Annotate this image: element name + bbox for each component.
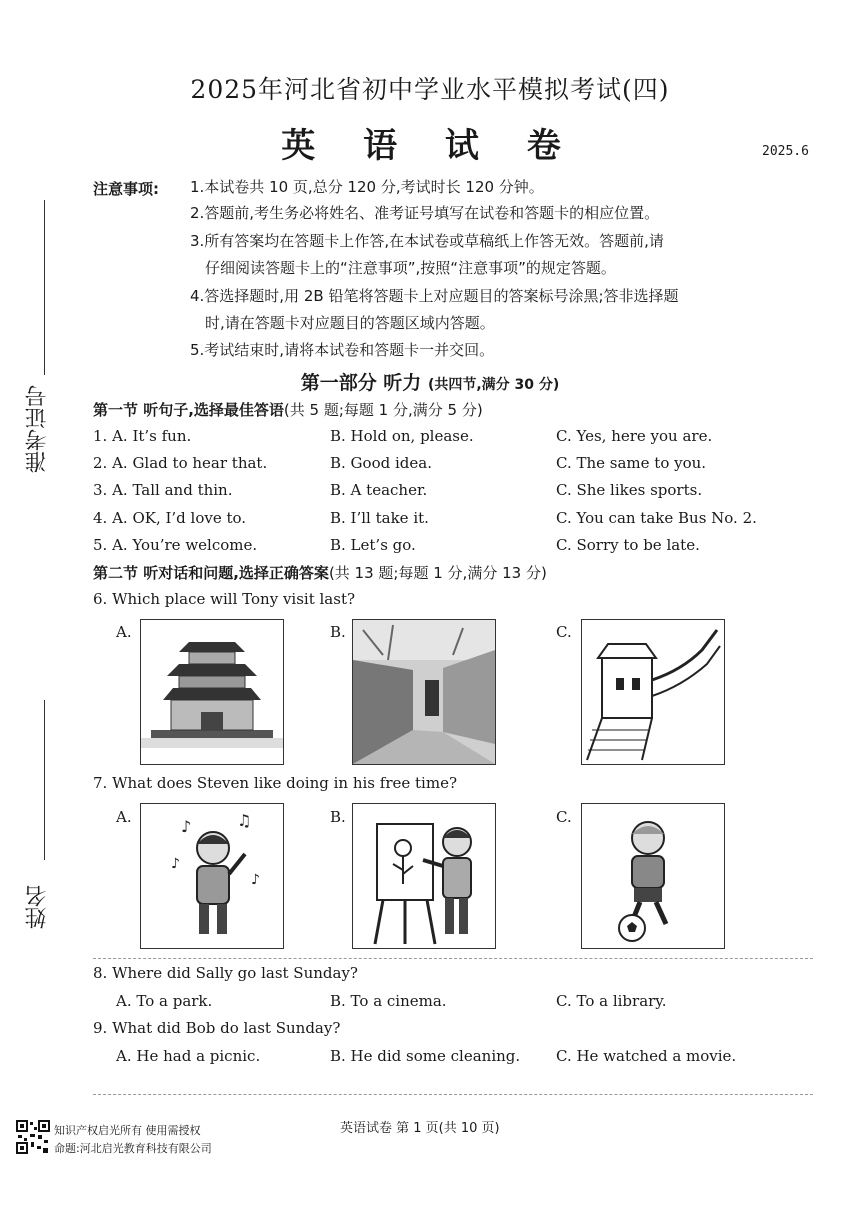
q5-option-b: B. Let’s go. bbox=[330, 536, 416, 554]
svg-text:♪: ♪ bbox=[251, 872, 260, 888]
footer-separator bbox=[93, 1094, 813, 1095]
subject-title: 英 语 试 卷 bbox=[281, 126, 579, 166]
q2-option-b: B. Good idea. bbox=[330, 454, 432, 472]
id-number-line bbox=[44, 200, 45, 375]
svg-text:♪: ♪ bbox=[171, 856, 180, 872]
qr-code-icon bbox=[16, 1120, 50, 1154]
notice-item-3: 3.所有答案均在答题卡上作答,在本试卷或草稿纸上作答无效。答题前,请 bbox=[190, 232, 664, 250]
part1-title: 第一部分 听力 bbox=[300, 372, 422, 394]
q4-option-b: B. I’ll take it. bbox=[330, 509, 429, 527]
q7-label-b: B. bbox=[330, 808, 346, 826]
q2-option-c: C. The same to you. bbox=[556, 454, 707, 472]
q7-label-a: A. bbox=[116, 808, 132, 826]
q4-option-a: 4. A. OK, I’d love to. bbox=[93, 509, 247, 527]
q2-option-a: 2. A. Glad to hear that. bbox=[93, 454, 268, 472]
exam-date: 2025.6 bbox=[762, 144, 809, 159]
separator-dotted bbox=[93, 958, 813, 959]
section1-note: (共 5 题;每题 1 分,满分 5 分) bbox=[283, 401, 483, 419]
q8-option-b: B. To a cinema. bbox=[330, 992, 447, 1010]
q7-stem: 7. What does Steven like doing in his free time? bbox=[93, 774, 457, 792]
footer-author: 命题:河北启光教育科技有限公司 bbox=[54, 1142, 212, 1155]
hutong-illustration bbox=[353, 620, 495, 764]
q6-image-great-wall bbox=[581, 619, 725, 765]
q5-option-c: C. Sorry to be late. bbox=[556, 536, 700, 554]
id-number-label: 准考证号 bbox=[25, 385, 50, 473]
q7-image-football bbox=[581, 803, 725, 949]
svg-text:♪: ♪ bbox=[181, 817, 192, 836]
q7-image-singing bbox=[140, 803, 284, 949]
q6-label-b: B. bbox=[330, 623, 346, 641]
q1-option-c: C. Yes, here you are. bbox=[556, 427, 713, 445]
footer-page-number: 英语试卷 第 1 页(共 10 页) bbox=[340, 1121, 500, 1136]
name-line bbox=[44, 700, 45, 860]
q1-option-a: 1. A. It’s fun. bbox=[93, 427, 192, 445]
great-wall-illustration bbox=[582, 620, 724, 764]
notice-item-3-cont: 仔细阅读答题卡上的“注意事项”,按照“注意事项”的规定答题。 bbox=[205, 259, 616, 277]
footer-copyright: 知识产权启光所有 使用需授权 bbox=[54, 1124, 201, 1137]
qr-code bbox=[16, 1120, 50, 1154]
q6-image-hutong bbox=[352, 619, 496, 765]
q6-image-palace bbox=[140, 619, 284, 765]
notice-item-4-cont: 时,请在答题卡对应题目的答题区域内答题。 bbox=[205, 314, 495, 332]
section1-title: 第一节 听句子,选择最佳答语 bbox=[93, 401, 284, 419]
exam-title: 2025年河北省初中学业水平模拟考试(四) bbox=[190, 75, 670, 104]
q8-stem: 8. Where did Sally go last Sunday? bbox=[93, 964, 358, 982]
q1-option-b: B. Hold on, please. bbox=[330, 427, 474, 445]
q9-option-a: A. He had a picnic. bbox=[116, 1047, 261, 1065]
drawing-boy-illustration bbox=[353, 804, 495, 948]
q6-label-c: C. bbox=[556, 623, 572, 641]
q8-option-a: A. To a park. bbox=[116, 992, 213, 1010]
q3-option-c: C. She likes sports. bbox=[556, 481, 703, 499]
section2-title: 第二节 听对话和问题,选择正确答案 bbox=[93, 564, 329, 582]
q4-option-c: C. You can take Bus No. 2. bbox=[556, 509, 757, 527]
notice-item-5: 5.考试结束时,请将本试卷和答题卡一并交回。 bbox=[190, 341, 495, 359]
q9-option-c: C. He watched a movie. bbox=[556, 1047, 737, 1065]
q3-option-a: 3. A. Tall and thin. bbox=[93, 481, 233, 499]
notice-item-2: 2.答题前,考生务必将姓名、准考证号填写在试卷和答题卡的相应位置。 bbox=[190, 204, 660, 222]
section2-heading bbox=[93, 562, 547, 583]
notice-item-4: 4.答选择题时,用 2B 铅笔将答题卡上对应题目的答案标号涂黑;答非选择题 bbox=[190, 287, 679, 305]
notice-item-1: 1.本试卷共 10 页,总分 120 分,考试时长 120 分钟。 bbox=[190, 178, 544, 196]
section2-note: (共 13 题;每题 1 分,满分 13 分) bbox=[328, 564, 547, 582]
part1-heading bbox=[0, 368, 860, 395]
q3-option-b: B. A teacher. bbox=[330, 481, 428, 499]
q5-option-a: 5. A. You’re welcome. bbox=[93, 536, 258, 554]
section1-heading bbox=[93, 399, 483, 420]
football-boy-illustration bbox=[582, 804, 724, 948]
notice-label: 注意事项: bbox=[93, 180, 159, 198]
q9-option-b: B. He did some cleaning. bbox=[330, 1047, 521, 1065]
q7-image-drawing bbox=[352, 803, 496, 949]
q9-stem: 9. What did Bob do last Sunday? bbox=[93, 1019, 341, 1037]
svg-text:♫: ♫ bbox=[237, 811, 252, 830]
q8-option-c: C. To a library. bbox=[556, 992, 667, 1010]
name-label: 姓名 bbox=[25, 885, 50, 929]
q7-label-c: C. bbox=[556, 808, 572, 826]
q6-stem: 6. Which place will Tony visit last? bbox=[93, 590, 356, 608]
q6-label-a: A. bbox=[116, 623, 132, 641]
palace-illustration bbox=[141, 620, 283, 764]
part1-note: (共四节,满分 30 分) bbox=[427, 377, 560, 393]
singing-boy-illustration bbox=[141, 804, 283, 948]
